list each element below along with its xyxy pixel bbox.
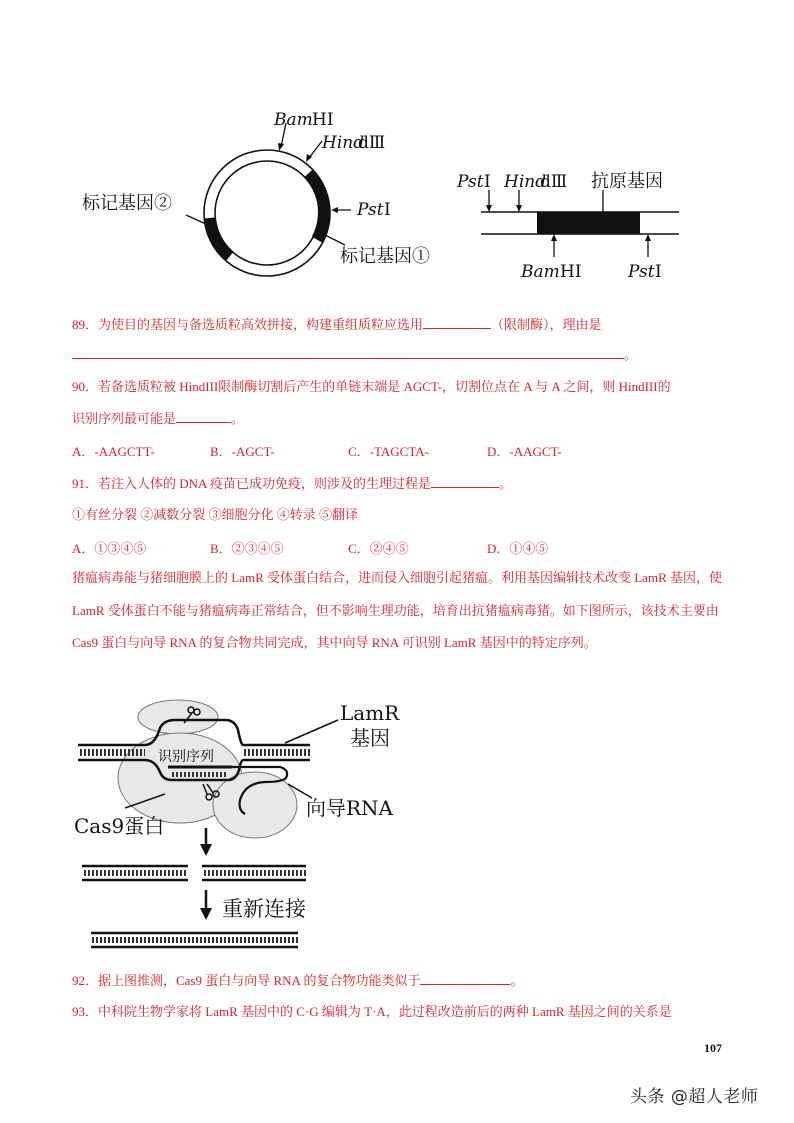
marker-gene-2-label: 标记基因② [82, 193, 172, 214]
option-91-a[interactable]: A．①③④⑤ [72, 541, 147, 556]
passage-text: 猪瘟病毒能与猪细胞膜上的 LamR 受体蛋白结合，进而侵入细胞引起猪瘟。利用基因编辑技术改变 LamR 基因，使 LamR 受体蛋白不能与猪瘟病毒正常结合，但不影响生理功能，培育出抗猪瘟病毒猪。如下图所示，该技术主要由 Cas9 蛋白与向导 RNA 的复合物共同完成，其中向导 RNA 可识别 LamR 基因中的特定序列。 [72, 570, 722, 650]
lamr-gene-label: LamR [340, 701, 400, 725]
svg-text:HⅠ: HⅠ [312, 110, 334, 130]
psti-top-label: Pst [457, 172, 484, 192]
answer-blank-89a[interactable] [423, 314, 491, 329]
question-92: 92．据上图推测，Cas9 蛋白与向导 RNA 的复合物功能类似于 。 [72, 970, 524, 991]
svg-text:Ⅰ: Ⅰ [384, 200, 391, 220]
bamhi-label: Bam [274, 110, 313, 130]
hindiii-top-label: Hind [504, 172, 547, 192]
arrow-down-icon [200, 844, 212, 856]
option-91-c[interactable]: C．②④⑤ [348, 541, 409, 556]
hindiii-label: Hind [322, 133, 365, 153]
antigen-gene-block [537, 212, 640, 234]
question-91: 91．若注入人体的 DNA 疫苗已成功免疫，则涉及的生理过程是 。 [72, 473, 512, 494]
option-91-b[interactable]: B．②③④⑤ [210, 541, 284, 556]
question-91-items: ①有丝分裂 ②减数分裂 ③细胞分化 ④转录 ⑤翻译 [72, 507, 359, 522]
question-93: 93．中科院生物学家将 LamR 基因中的 C·G 编辑为 T·A，此过程改造前后的两种 LamR 基因之间的关系是 [72, 1004, 672, 1019]
watermark: 头条 @超人老师 [630, 1087, 759, 1107]
svg-text:dⅢ: dⅢ [540, 172, 568, 192]
option-90-c[interactable]: C．-TAGCTA- [348, 444, 429, 459]
antigen-dna-diagram [481, 190, 679, 257]
page-number: 107 [704, 1041, 722, 1055]
guide-rna-label: 向导RNA [306, 796, 394, 820]
cas9-protein-label: Cas9蛋白 [74, 814, 165, 838]
recognition-sequence-label: 识别序列 [158, 749, 214, 765]
answer-blank-92[interactable] [420, 970, 510, 985]
cas9-figure [60, 690, 430, 960]
svg-text:dⅢ: dⅢ [358, 133, 386, 153]
question-89-line2: 。 [72, 344, 637, 365]
question-89: 89．为使目的基因与备选质粒高效拼接，构建重组质粒应选用 （限制酶），理由是 [72, 314, 602, 335]
plasmid-figure [60, 95, 700, 295]
psti-bottom-label: Pst [628, 262, 655, 282]
answer-blank-91[interactable] [431, 473, 499, 488]
svg-text:基因: 基因 [350, 726, 390, 750]
question-90-line2: 识别序列最可能是 。 [72, 408, 244, 429]
option-90-d[interactable]: D．-AAGCT- [487, 444, 562, 459]
marker-gene-1-label: 标记基因① [340, 246, 430, 267]
arrow-down-icon [200, 908, 212, 920]
antigen-gene-label: 抗原基因 [591, 171, 663, 192]
option-91-d[interactable]: D．①④⑤ [487, 541, 549, 556]
psti-label: Pst [357, 200, 384, 220]
option-90-a[interactable]: A．-AAGCTT- [72, 444, 155, 459]
svg-text:Ⅰ: Ⅰ [484, 172, 491, 192]
svg-text:Ⅰ: Ⅰ [655, 262, 662, 282]
option-90-b[interactable]: B．-AGCT- [210, 444, 275, 459]
answer-blank-90[interactable] [176, 408, 231, 423]
answer-blank-89b[interactable] [72, 344, 624, 359]
religate-label: 重新连接 [222, 897, 306, 921]
svg-text:HⅠ: HⅠ [560, 262, 582, 282]
question-90: 90．若备选质粒被 HindIII限制酶切割后产生的单链末端是 AGCT-，切割位点在 A 与 A 之间，则 HindIII的 [72, 379, 671, 394]
bamhi-bottom-label: Bam [521, 262, 560, 282]
plasmid-ring [204, 150, 330, 276]
